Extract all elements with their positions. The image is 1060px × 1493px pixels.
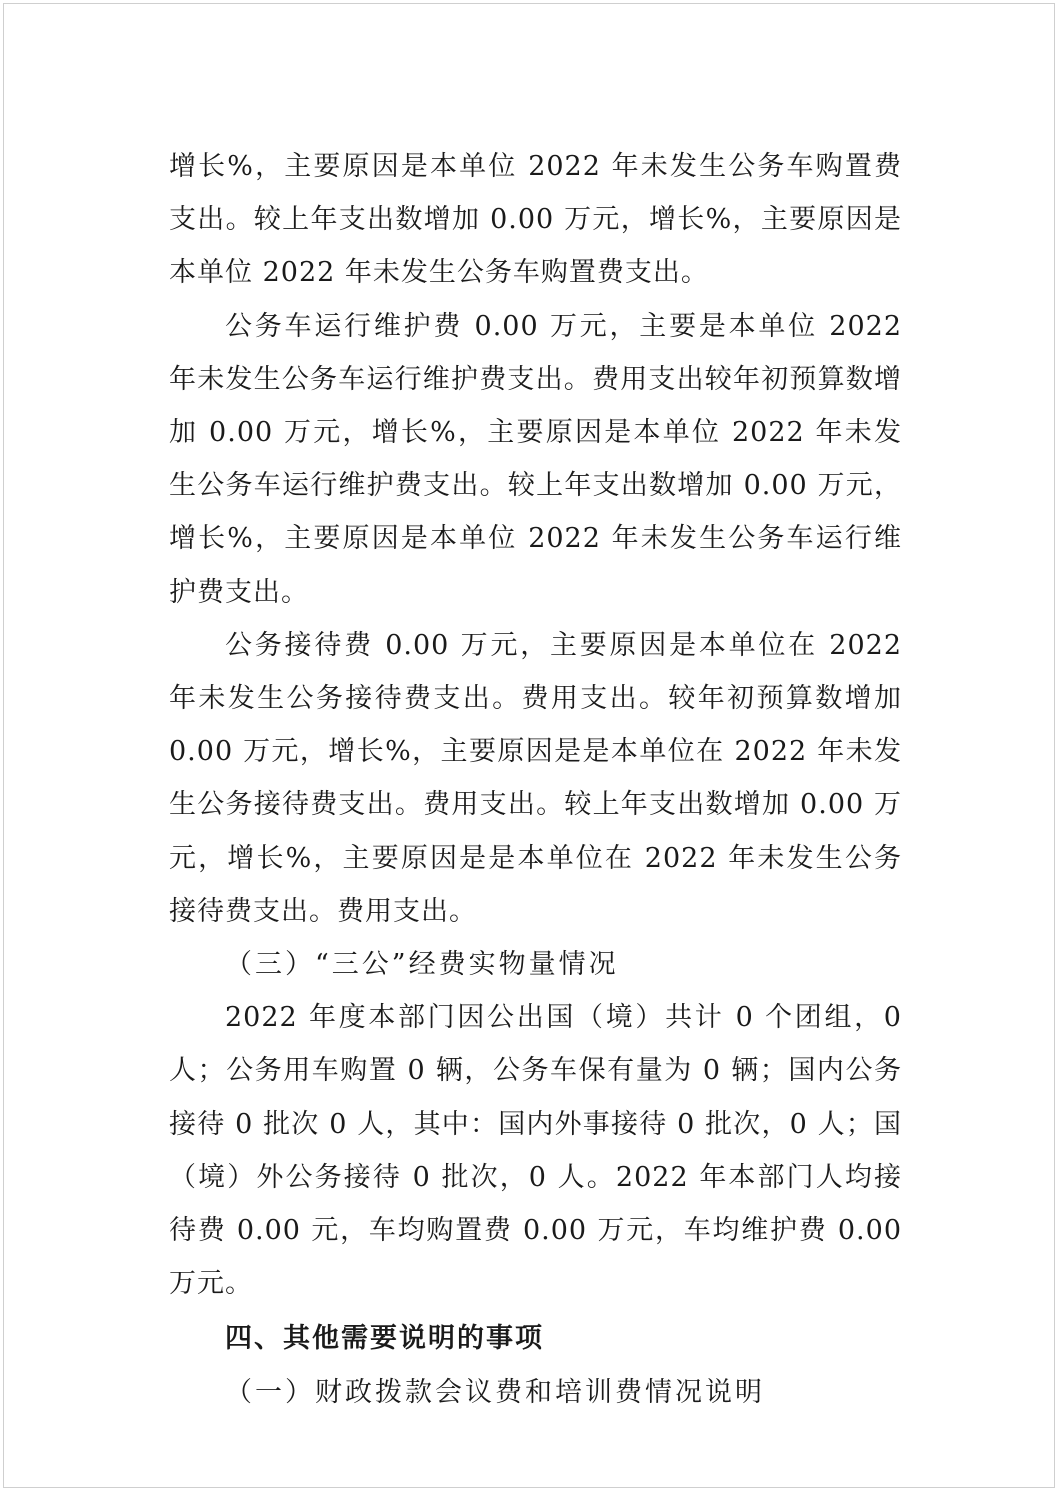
document-body [169,140,902,1419]
document-page [3,3,1055,1488]
paragraph-reception-fee: 公务接待费 0.00 万元，主要原因是本单位在 2022 年未发生公务接待费支出。费用支出。较年初预算数增加 0.00 万元，增长%，主要原因是是本单位在 2022 年未发生公务接待费支出。费用支出。较上年支出数增加 0.00 万元，增长%，主要原因是是本单位在 2022 年未发生公务接待费支出。费用支出。 [169,629,902,927]
paragraph-vehicle-maintenance: 公务车运行维护费 0.00 万元，主要是本单位 2022 年未发生公务车运行维护费支出。费用支出较年初预算数增加 0.00 万元，增长%，主要原因是本单位 2022 年未发生公务车运行维护费支出。较上年支出数增加 0.00 万元，增长%，主要原因是本单位 2022 年未发生公务车运行维护费支出。 [169,310,902,608]
section-subheading-meeting-training: （一）财政拨款会议费和培训费情况说明 [225,1376,765,1408]
paragraph-vehicle-purchase-continued: 增长%，主要原因是本单位 2022 年未发生公务车购置费支出。较上年支出数增加 0.00 万元，增长%，主要原因是本单位 2022 年未发生公务车购置费支出。 [169,151,902,289]
paragraph-physical-quantity: 2022 年度本部门因公出国（境）共计 0 个团组，0 人；公务用车购置 0 辆，公务车保有量为 0 辆；国内公务接待 0 批次 0 人，其中：国内外事接待 0 批次，0 人；国（境）外公务接待 0 批次，0 人。2022 年本部门人均接待费 0.00 元，车均购置费 0.00 万元，车均维护费 0.00 万元。 [169,1002,902,1300]
section-subheading-physical-quantity: （三）“三公”经费实物量情况 [225,949,619,981]
section-heading-other-matters: 四、其他需要说明的事项 [225,1323,544,1355]
